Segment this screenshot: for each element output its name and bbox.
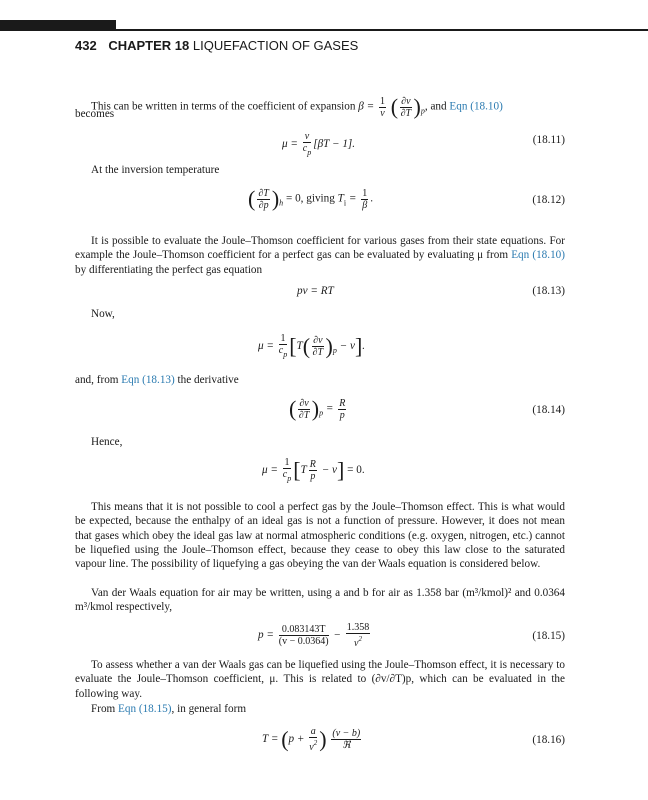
eqn-number-18-16: (18.16) xyxy=(532,734,565,746)
paragraph-4: Van der Waals equation for air may be written, using a and b for air as 1.358 bar (m³/kmol)² and 0.0364 m³/kmol respectively, xyxy=(75,587,565,614)
header-rule xyxy=(0,29,648,31)
eqn-link-18-10-b[interactable]: Eqn (18.10) xyxy=(511,249,565,262)
eqn-link-18-15[interactable]: Eqn (18.15) xyxy=(118,703,172,715)
inversion-text: At the inversion temperature xyxy=(91,164,220,176)
equation-18-16: T = (p + $\frac{a}{v^2}$ ) $\frac{(v - b)}{\text{ℜ}}$ xyxy=(262,726,361,753)
hence-text: Hence, xyxy=(91,436,123,448)
eqn-link-18-10-a[interactable]: Eqn (18.10) xyxy=(449,100,503,113)
paragraph-2: It is possible to evaluate the Joule–Thomson coefficient for various gases from their state equations. For example the Joule–Thomson coefficient for a perfect gas can be evaluated by evaluating μ from Eqn (18.10) by differentiating the perfect gas equation xyxy=(75,235,565,276)
equation-mu-zero: μ = $\frac{1}{c_p}$ [T $\frac{R}{p}$ − v] = 0. xyxy=(262,457,365,483)
paragraph-1-line-2: becomes xyxy=(75,108,115,120)
eqn-link-18-13[interactable]: Eqn (18.13) xyxy=(121,374,175,386)
eqn-number-18-14: (18.14) xyxy=(532,404,565,416)
equation-18-11: μ = $\frac{v}{c_p}$ [βT − 1]. xyxy=(282,131,356,157)
equation-18-13: pv = RT xyxy=(297,285,334,297)
paragraph-3: This means that it is not possible to cool a perfect gas by the Joule–Thomson effect. This is what would be expected, because the enthalpy of an ideal gas is not a function of pressure. However, it does not mean that gases which obey the ideal gas law at normal atmospheric conditions (e.g. oxygen, nitrogen, etc.) cannot be liquefied using the Joule–Thomson effect, because they cease to obey this law close to the saturated vapour line. The possibility of liquefying a gas obeying the van der Waals equation is considered below. xyxy=(75,501,565,571)
paragraph-1-line-1: This can be written in terms of the coefficient of expansion β = $\frac{1}{v}$ ( $\frac{\partial v}{\partial T}$ )$_p$, and Eqn (18.10) xyxy=(91,94,503,119)
running-header xyxy=(75,38,358,53)
chapter-title: LIQUEFACTION OF GASES xyxy=(192,38,359,53)
and-from-text: and, from Eqn (18.13) the derivative xyxy=(75,374,239,386)
eqn-number-18-12: (18.12) xyxy=(532,194,565,206)
equation-mu-general: μ = $\frac{1}{c_p}$ [T( $\frac{\partial v}{\partial T}$ )$_p - v$]. xyxy=(258,333,366,359)
equation-18-12: ( $\frac{\partial T}{\partial p}$ )$_h = 0$, giving $T_i$ = $\frac{1}{\beta}$ . xyxy=(248,186,374,211)
eqn-number-18-15: (18.15) xyxy=(532,630,565,642)
equation-18-15: p = $\frac{0.083143T}{(v - 0.0364)}$ − $\frac{1.358}{v^2}$ xyxy=(258,622,370,649)
paragraph-5: To assess whether a van der Waals gas can be liquefied using the Joule–Thomson effect, it is necessary to evaluate the Joule–Thomson coefficient, μ. This is related to (∂v/∂T)p, which can be evaluated in the following way. xyxy=(75,659,565,700)
chapter-label: CHAPTER 18 xyxy=(108,38,190,53)
from-text: From Eqn (18.15), in general form xyxy=(91,703,247,715)
eqn-number-18-13: (18.13) xyxy=(532,285,565,297)
page-number: 432 xyxy=(75,38,97,53)
equation-18-14: ( $\frac{\partial v}{\partial T}$ )$_p$ = $\frac{R}{p}$ xyxy=(289,396,346,421)
now-text: Now, xyxy=(91,308,115,320)
eqn-number-18-11: (18.11) xyxy=(532,134,565,146)
